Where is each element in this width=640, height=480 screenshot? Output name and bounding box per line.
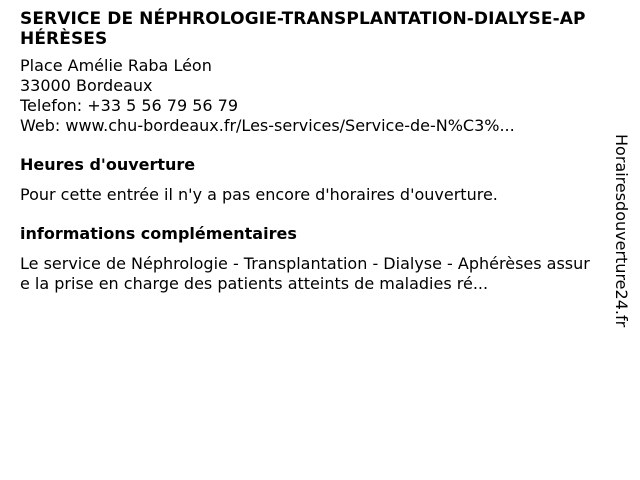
street-address: Place Amélie Raba Léon <box>20 56 212 75</box>
city-address: 33000 Bordeaux <box>20 76 153 95</box>
phone-number: Telefon: +33 5 56 79 56 79 <box>20 96 239 115</box>
site-watermark: Horairesdouverture24.fr <box>612 134 631 328</box>
page-title: SERVICE DE NÉPHROLOGIE-TRANSPLANTATION-DIALYSE-APHÉRÈSES <box>20 9 586 49</box>
opening-hours-text: Pour cette entrée il n'y a pas encore d'horaires d'ouverture. <box>20 185 498 204</box>
contact-block <box>20 56 592 136</box>
additional-info-heading: informations complémentaires <box>20 224 297 243</box>
listing-card <box>20 9 592 294</box>
website-link[interactable]: Web: www.chu-bordeaux.fr/Les-services/Service-de-N%C3%... <box>20 116 515 135</box>
opening-hours-heading: Heures d'ouverture <box>20 155 196 174</box>
additional-info-text: Le service de Néphrologie - Transplantation - Dialyse - Aphérèses assure la prise en charge des patients atteints de maladies ré... <box>20 254 590 293</box>
